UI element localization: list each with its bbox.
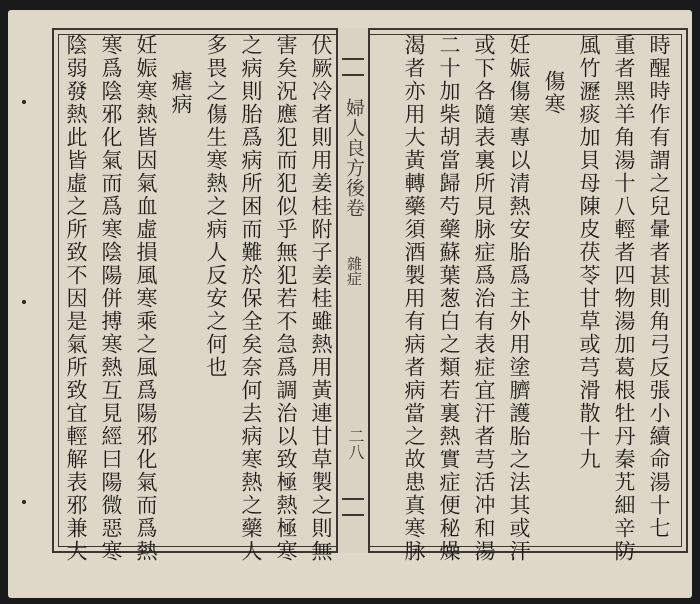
text-column: 寒爲陰邪化氣而爲寒陰陽併搏寒熱互見經曰陽微惡寒	[99, 34, 123, 563]
fishtail-mark-bottom	[342, 498, 364, 516]
right-page	[370, 28, 688, 563]
fishtail-mark-top	[342, 58, 364, 76]
page-gutter	[336, 28, 370, 553]
text-column: 陰弱發熱此皆虛之所致不因是氣所致宜輕解表邪兼大	[64, 34, 88, 563]
text-column: 重者黑羊角湯十八輕者四物湯加葛根牡丹秦艽細辛防	[612, 34, 636, 563]
text-column: 妊娠傷寒專以清熱安胎爲主外用塗臍護胎之法其或汗	[507, 34, 531, 563]
text-column: 風竹瀝痰加貝母陳皮茯苓甘草或芎滑散十九	[577, 34, 601, 471]
binding-hole	[22, 500, 26, 504]
section-heading: 傷寒	[542, 70, 566, 116]
binding-hole	[22, 100, 26, 104]
binding-hole	[22, 300, 26, 304]
text-column: 妊娠寒熱皆因氣血虛損風寒乘之風爲陽邪化氣而爲熱	[134, 34, 158, 563]
text-column: 二十加柴胡當歸芍藥蘇葉葱白之類若裏熱實症便秘燥	[437, 34, 461, 563]
left-page	[52, 28, 352, 563]
section-heading: 瘧病	[169, 70, 193, 116]
text-column: 伏厥冷者則用姜桂附子姜桂雖熱用黃連甘草製之則無	[309, 34, 333, 563]
gutter-page-number: 二八	[346, 428, 365, 460]
text-column: 之病則胎爲病所困而難於保全矣奈何去病寒熱之藥人	[239, 34, 263, 563]
text-column: 多畏之傷生寒熱之病人反安之何也	[204, 34, 228, 379]
text-column: 或下各隨表裏所見脉症爲治有表症宜汗者芎活冲和湯	[472, 34, 496, 563]
text-column: 渴者亦用大黃轉藥須酒製用有病者病當之故患真寒脉	[402, 34, 426, 563]
text-column: 害矣況應犯而犯似乎無犯若不急爲調治以致極熱極寒	[274, 34, 298, 563]
gutter-title: 婦人良方後卷	[343, 98, 365, 218]
text-column: 時醒時作有謂之兒暈者甚則角弓反張小續命湯十七	[647, 34, 671, 540]
gutter-section: 雜症	[345, 256, 363, 286]
